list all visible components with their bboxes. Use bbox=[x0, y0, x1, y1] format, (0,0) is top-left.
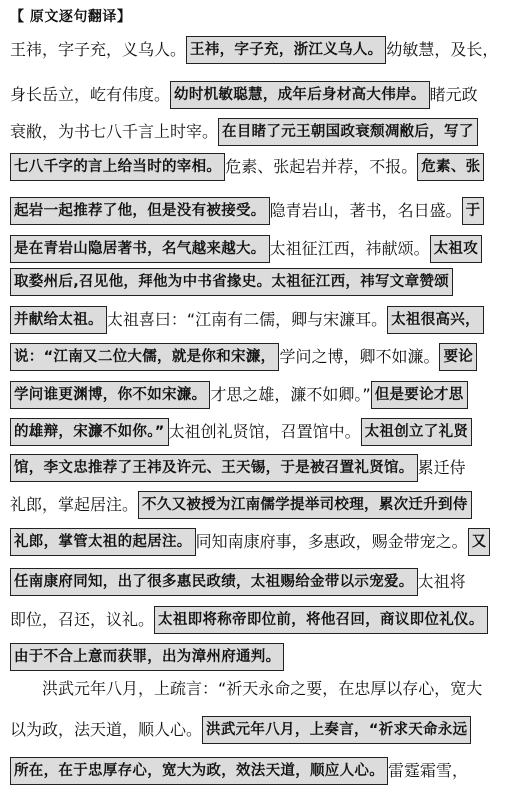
original-text: 才思之雄，濂不如卿。” bbox=[210, 385, 371, 404]
translation-box: 王祎，字子充，浙江义乌人。 bbox=[186, 36, 386, 64]
original-text: 幼敏慧，及长， bbox=[386, 40, 499, 59]
translation-box: 太祖即将称帝即位前，将他召回，商议即位礼仪。 bbox=[154, 606, 488, 634]
original-text: 太祖创礼贤馆，召置馆中。 bbox=[168, 422, 361, 441]
text-line bbox=[10, 81, 510, 109]
translation-box: 所在，在于忠厚存心，宽大为政，效法天道，顺应人心。 bbox=[10, 757, 388, 785]
text-line bbox=[10, 268, 510, 296]
original-text: 即位，召还，议礼。 bbox=[10, 610, 155, 629]
text-line bbox=[10, 153, 510, 181]
original-text: 王祎，字子充，义乌人。 bbox=[10, 40, 187, 59]
translation-box: 七八千字的言上给当时的宰相。 bbox=[10, 153, 225, 181]
translation-box: 洪武元年八月，上奏言，“祈求天命永远 bbox=[202, 716, 471, 744]
text-line bbox=[10, 306, 510, 334]
original-text: 衰敝，为书七八千言上时宰。 bbox=[10, 122, 219, 141]
text-line bbox=[10, 418, 510, 446]
translation-box: 太祖攻 bbox=[430, 235, 482, 263]
original-text: 危素、张起岩并荐，不报。 bbox=[225, 157, 418, 176]
original-text: 太祖喜曰：“江南有二儒，卿与宋濂耳。 bbox=[106, 310, 388, 329]
original-text: 隐青岩山，著书，名日盛。 bbox=[269, 201, 462, 220]
original-text: 同知南康府事，多惠政，赐金带宠之。 bbox=[195, 532, 468, 551]
translation-box: 太祖创立了礼贤 bbox=[361, 418, 473, 446]
original-text: 以为政，法天道，顺人心。 bbox=[10, 720, 203, 739]
original-text: 睹元政 bbox=[429, 85, 478, 104]
original-text: 雷霆霜雪， bbox=[388, 761, 469, 780]
translation-box: 幼时机敏聪慧，成年后身材高大伟岸。 bbox=[170, 81, 430, 109]
original-text: 洪武元年八月，上疏言：“祈天永命之要，在忠厚以存心，宽大 bbox=[42, 679, 483, 698]
translation-box: 取婺州后,召见他，拜他为中书省掾史。太祖征江西，祎写文章赞颂 bbox=[10, 268, 453, 296]
translation-box: 是在青岩山隐居著书，名气越来越大。 bbox=[10, 235, 270, 263]
text-line bbox=[10, 757, 510, 785]
original-text: 累迁侍 bbox=[417, 458, 466, 477]
translation-box: 不久又被授为江南儒学提举司校理，累次迁升到侍 bbox=[138, 491, 472, 519]
original-text: 太祖征江西，祎献颂。 bbox=[269, 239, 430, 258]
translation-box: 于 bbox=[462, 197, 485, 225]
translation-box: 太祖很高兴， bbox=[387, 306, 484, 334]
text-line bbox=[10, 197, 510, 225]
text-line bbox=[10, 454, 510, 482]
text-line bbox=[10, 491, 510, 519]
translation-box: 在目睹了元王朝国政衰颓凋敝后，写了 bbox=[218, 118, 478, 146]
text-line bbox=[10, 678, 514, 700]
translation-box: 起岩一起推荐了他，但是没有被接受。 bbox=[10, 197, 270, 225]
translation-box: 馆，李文忠推荐了王祎及许元、王天锡，于是被召置礼贤馆。 bbox=[10, 454, 418, 482]
text-line bbox=[10, 528, 510, 556]
text-line bbox=[10, 568, 510, 596]
original-text: 太祖将 bbox=[417, 572, 466, 591]
original-text: 学问之博，卿不如濂。 bbox=[279, 347, 440, 366]
translation-box: 但是要论才思 bbox=[371, 381, 468, 409]
translation-box: 并献给太祖。 bbox=[10, 306, 107, 334]
translation-box: 学问谁更渊博，你不如宋濂。 bbox=[10, 381, 210, 409]
text-line bbox=[10, 716, 510, 744]
original-text: 身长岳立，屹有伟度。 bbox=[10, 85, 171, 104]
text-line bbox=[10, 235, 510, 263]
translation-box: 要论 bbox=[439, 343, 477, 371]
text-line bbox=[10, 343, 510, 371]
translation-box: 又 bbox=[468, 528, 491, 556]
text-line bbox=[10, 643, 510, 671]
translation-box: 任南康府同知，出了很多惠民政绩，太祖赐给金带以示宠爱。 bbox=[10, 568, 418, 596]
text-line bbox=[10, 381, 510, 409]
text-line bbox=[10, 36, 510, 64]
text-line bbox=[10, 118, 510, 146]
section-heading: 【 原文逐句翻译】 bbox=[10, 9, 132, 25]
original-text: 礼郎，掌起居注。 bbox=[10, 495, 139, 514]
translation-box: 说：“江南又二位大儒，就是你和宋濂， bbox=[10, 343, 279, 371]
translation-box: 危素、张 bbox=[417, 153, 484, 181]
translation-box: 的雄辩，宋濂不如你。” bbox=[10, 418, 169, 446]
translation-box: 礼郎，掌管太祖的起居注。 bbox=[10, 528, 196, 556]
text-line bbox=[10, 606, 510, 634]
translation-box: 由于不合上意而获罪，出为漳州府通判。 bbox=[10, 643, 284, 671]
